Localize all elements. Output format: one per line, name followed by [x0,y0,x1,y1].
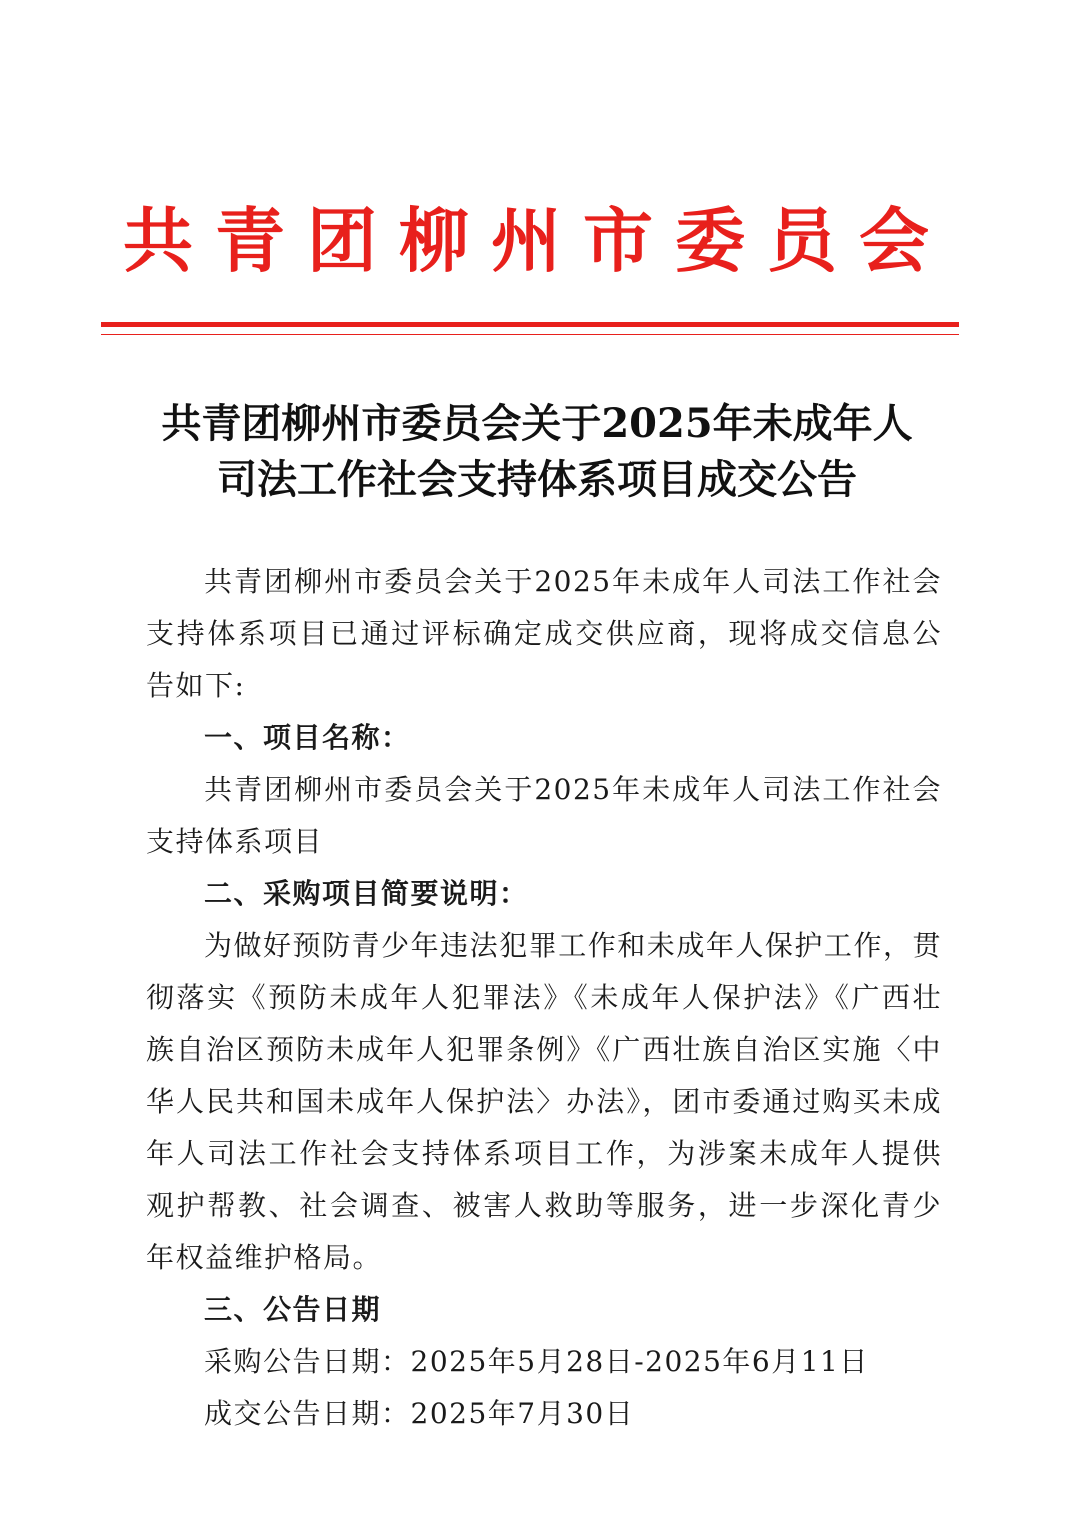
intro-paragraph: 共青团柳州市委员会关于2025年未成年人司法工作社会支持体系项目已通过评标确定成交供应商，现将成交信息公告如下: [146,565,942,702]
section-paragraph-project-name: 共青团柳州市委员会关于2025年未成年人司法工作社会支持体系项目 [146,773,942,858]
letterhead-divider-thick [101,322,959,327]
section-heading-project-name: 一、项目名称： [204,721,411,754]
letterhead-divider-thin [101,334,959,335]
document-body [146,556,942,1440]
document-title [100,396,974,508]
award-notice-date: 成交公告日期：2025年7月30日 [204,1397,635,1430]
document-title-line-2: 司法工作社会支持体系项目成交公告 [217,456,857,503]
document-title-line-1: 共青团柳州市委员会关于2025年未成年人 [161,400,913,447]
letterhead-org-name: 共青团柳州市委员会 [123,200,951,282]
section-heading-description: 二、采购项目简要说明： [204,877,529,910]
section-paragraph-description: 为做好预防青少年违法犯罪工作和未成年人保护工作，贯彻落实《预防未成年人犯罪法》《未成年人保护法》《广西壮族自治区预防未成年人犯罪条例》《广西壮族自治区实施〈中华人民共和国未成年人保护法〉办法》，团市委通过购买未成年人司法工作社会支持体系项目工作，为涉案未成年人提供观护帮教、社会调查、被害人救助等服务，进一步深化青少年权益维护格局。 [146,929,942,1274]
procurement-notice-date: 采购公告日期：2025年5月28日-2025年6月11日 [204,1345,869,1378]
section-heading-dates: 三、公告日期 [204,1293,382,1326]
